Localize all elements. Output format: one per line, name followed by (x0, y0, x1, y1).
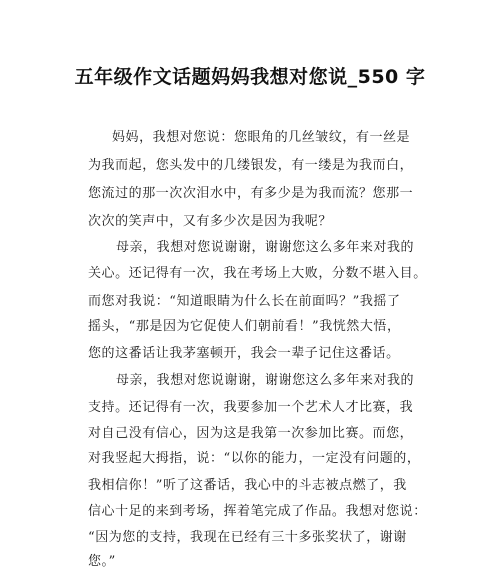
paragraph-line: 妈妈，我想对您说：您眼角的几丝皱纹，有一丝是 (112, 130, 411, 145)
paragraph-line: 摇头，“那是因为它促使人们朝前看！”我恍然大悟， (88, 319, 401, 334)
paragraph-line: 关心。还记得有一次，我在考场上大败，分数不堪入目。 (88, 266, 427, 281)
paragraph-line: 母亲，我想对您说谢谢，谢谢您这么多年来对我的 (116, 373, 415, 388)
paragraph-line: 而您对我说：“知道眼睛为什么长在前面吗？”我摇了 (88, 294, 401, 309)
paragraph-line: 对我竖起大拇指，说：“以你的能力，一定没有问题的， (88, 451, 421, 466)
paragraph-line: 次次的笑声中，又有多少次是因为我呢？ (88, 214, 332, 229)
document-title: 五年级作文话题妈妈我想对您说_550 字 (74, 66, 426, 88)
paragraph-line: 我相信你！”听了这番话，我心中的斗志被点燃了，我 (88, 478, 407, 493)
paragraph-line: 母亲，我想对您说谢谢，谢谢您这么多年来对我的 (116, 240, 415, 255)
paragraph-line: 支持。还记得有一次，我要参加一个艺术人才比赛，我 (88, 400, 414, 415)
paragraph-line: 对自己没有信心，因为这是我第一次参加比赛。而您， (88, 426, 414, 441)
paragraph-line: 您流过的那一次次泪水中，有多少是为我而流？您那一 (88, 186, 414, 201)
paragraph-line: 您。” (88, 554, 116, 569)
paragraph-line: “因为您的支持，我现在已经有三十多张奖状了，谢谢 (88, 530, 407, 545)
paragraph-line: 您的这番话让我茅塞顿开，我会一辈子记住这番话。 (88, 346, 400, 361)
paragraph-line: 为我而起，您头发中的几缕银发，有一缕是为我而白， (88, 158, 414, 173)
paragraph-line: 信心十足的来到考场，挥着笔完成了作品。我想对您说： (88, 504, 427, 519)
